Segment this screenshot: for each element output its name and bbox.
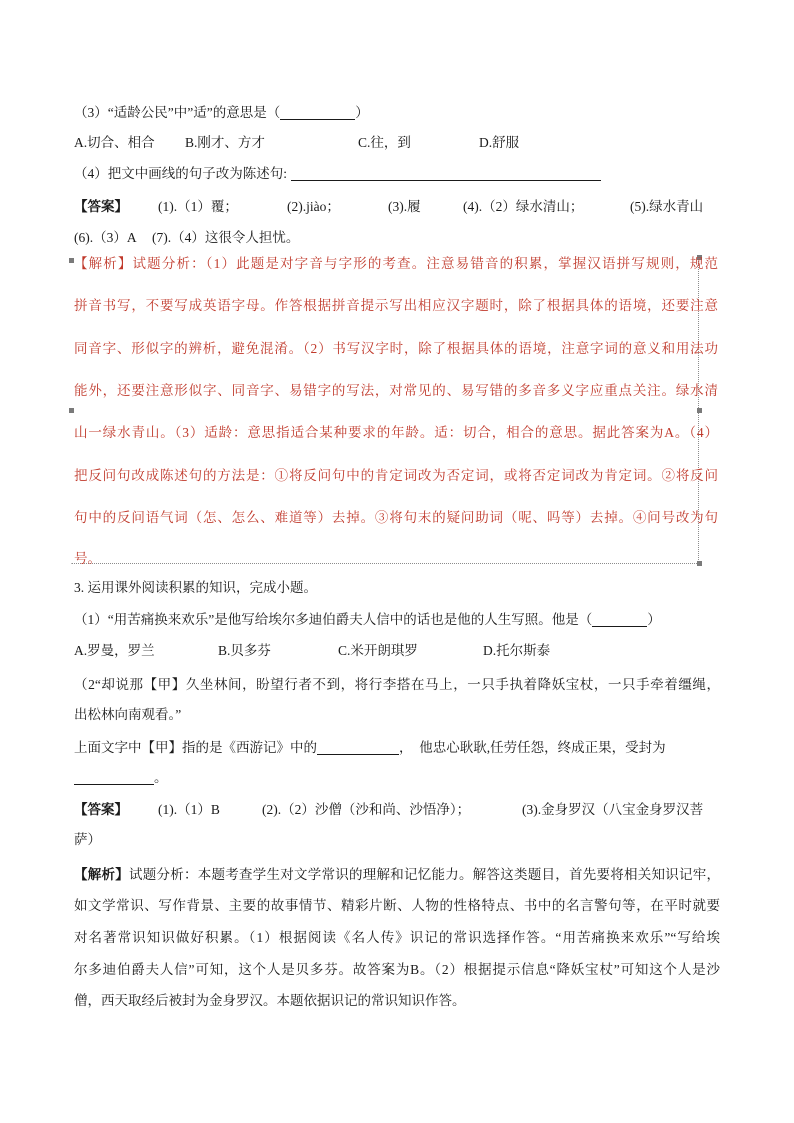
- answer-item: (3).履: [388, 199, 421, 214]
- analysis-line: 号。: [74, 551, 101, 566]
- answer-item: (5).绿水青山: [630, 199, 704, 214]
- analysis-line: 山一绿水青山。（3）适龄：意思指适合某种要求的年龄。适：切合，相合的意思。据此答案为A。（4）: [74, 425, 718, 440]
- answer-item: (2).（2）沙僧（沙和尚、沙悟净）；: [262, 802, 471, 817]
- q3-sub2-fill-line: [74, 739, 666, 757]
- q3-sub2-fill-line: [74, 769, 168, 787]
- option-b: B.贝多芬: [218, 643, 271, 658]
- q2-sub3-suffix: ）: [355, 105, 369, 120]
- analysis-line: 能外，还要注意形似字、同音字、易错字的写法，对常见的、易写错的多音多义字应重点关注。绿水清: [74, 383, 718, 398]
- q3-sub2-prefix: 上面文字中【甲】指的是《西游记》中的: [74, 740, 317, 755]
- option-d: D.托尔斯泰: [483, 643, 551, 658]
- analysis-line: 尔多迪伯爵夫人信”可知，这个人是贝多芬。故答案为B。（2）根据提示信息“降妖宝杖”可知这个人是沙: [74, 962, 720, 977]
- analysis-line: 句中的反问语气词（怎、怎么、难道等）去掉。③将句末的疑问助词（呢、吗等）去掉。④问号改为句: [74, 510, 718, 525]
- option-a: A.罗曼，罗兰: [74, 643, 155, 658]
- answer-item: (7).（4）这很令人担忧。: [152, 230, 300, 245]
- option-c: C.米开朗琪罗: [338, 643, 418, 658]
- analysis-text: 试题分析：本题考查学生对文学常识的理解和记忆能力。解答这类题目，首先要将相关知识记牢，: [129, 867, 720, 882]
- analysis-label: 【解析】: [74, 867, 129, 882]
- answer-item: (6).（3）A: [74, 230, 137, 245]
- q2-sub3-prefix: （3）“适龄公民”中”适”的意思是（: [74, 105, 281, 120]
- analysis-line: [74, 866, 720, 884]
- q3-heading: 3. 运用课外阅读积累的知识，完成小题。: [74, 580, 317, 595]
- analysis-line: 僧，西天取经后被封为金身罗汉。本题依据识记的常识知识作答。: [74, 993, 466, 1008]
- q3-sub1-prefix: （1）“用苦痛换来欢乐”是他写给埃尔多迪伯爵夫人信中的话也是他的人生写照。他是（: [74, 612, 593, 627]
- q2-sub4-question: [74, 165, 601, 183]
- analysis-line: 把反问句改成陈述句的方法是：①将反问句中的肯定词改为否定词，或将否定词改为肯定词。②将反问: [74, 468, 718, 483]
- answer-item: (1).（1）B: [158, 802, 220, 817]
- option-b: B.刚才、方才: [185, 135, 265, 150]
- q2-sub3-question: [74, 104, 369, 122]
- q2-sub4-prompt: （4）把文中画线的句子改为陈述句:: [74, 166, 288, 181]
- option-d: D.舒服: [479, 135, 520, 150]
- answer-continuation: 萨）: [74, 832, 101, 847]
- q3-sub2-line: （2“却说那【甲】久坐林间，盼望行者不到，将行李搭在马上，一只手执着降妖宝杖，一只手牵着缰绳，: [74, 677, 720, 692]
- answer-blank: [280, 105, 355, 120]
- answer-item: (1).（1）覆；: [158, 199, 238, 214]
- q3-sub2-line: 出松林向南观看。”: [74, 707, 182, 722]
- q3-sub2-suffix: ， 他忠心耿耿,任劳任怨，终成正果，受封为: [399, 740, 666, 755]
- analysis-line: 同音字、形似字的辨析，避免混淆。（2）书写汉字时，除了根据具体的语境，注意字词的意义和用法功: [74, 341, 718, 356]
- analysis-line: 如文学常识、写作背景、主要的故事情节、精彩片断、人物的性格特点、书中的名言警句等，在平时就要: [74, 898, 720, 913]
- answer-item: (4).（2）绿水清山；: [463, 199, 584, 214]
- answer-blank: [74, 770, 154, 785]
- frame-handle-bottom-right: [697, 561, 702, 566]
- option-a: A.切合、相合: [74, 135, 155, 150]
- q3-sub1-suffix: ）: [647, 612, 661, 627]
- frame-handle-middle-left: [69, 408, 74, 413]
- q3-sub2-end: 。: [154, 770, 168, 785]
- answer-item: (3).金身罗汉（八宝金身罗汉菩: [522, 802, 704, 817]
- answer-label: 【答案】: [74, 199, 128, 214]
- analysis-line: 对名著常识知识做好积累。（1）根据阅读《名人传》识记的常识选择作答。“用苦痛换来欢乐”“写给埃: [74, 930, 720, 945]
- q3-sub1-question: [74, 611, 661, 629]
- answer-blank: [291, 166, 601, 181]
- analysis-line: 拼音书写，不要写成英语字母。作答根据拼音提示写出相应汉字题时，除了根据具体的语境，还要注意: [74, 298, 718, 313]
- answer-blank: [592, 612, 647, 627]
- frame-handle-middle-right: [697, 408, 702, 413]
- answer-blank: [317, 740, 399, 755]
- answer-label: 【答案】: [74, 802, 128, 817]
- option-c: C.往，到: [358, 135, 411, 150]
- analysis-line: 【解析】试题分析：（1）此题是对字音与字形的考查。注意易错音的积累，掌握汉语拼写规则，规范: [74, 256, 718, 271]
- answer-item: (2).jiào；: [287, 199, 340, 214]
